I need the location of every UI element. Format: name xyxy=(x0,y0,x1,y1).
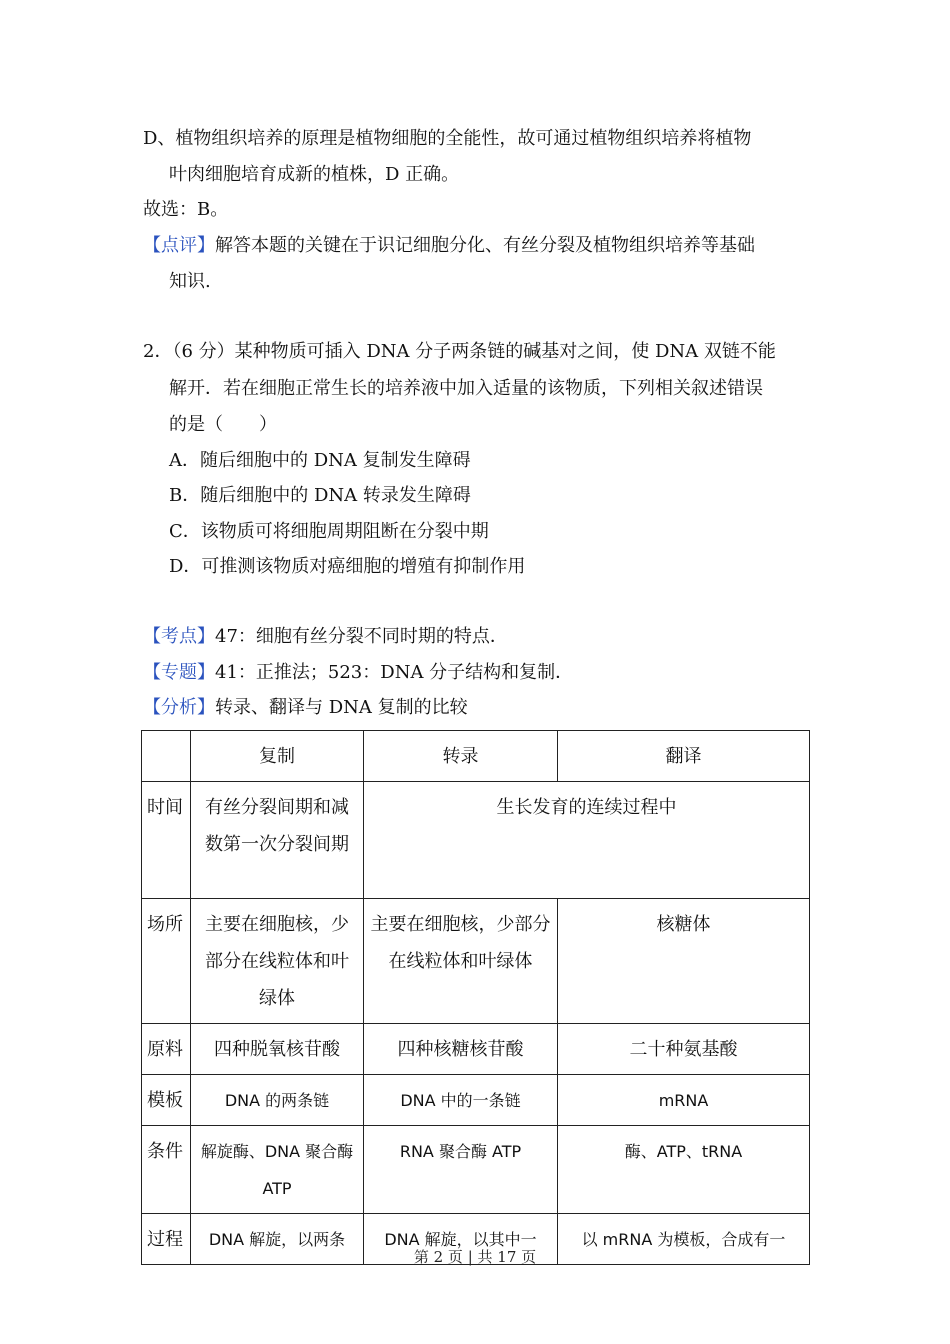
cell-transcription: 主要在细胞核，少部分在线粒体和叶绿体 xyxy=(364,899,558,1024)
header-empty xyxy=(142,731,191,782)
cell-replication: DNA 解旋，以两条 xyxy=(191,1214,364,1265)
question-stem-line2: 解开．若在细胞正常生长的培养液中加入适量的该物质，下列相关叙述错误 xyxy=(169,378,763,399)
header-translation: 翻译 xyxy=(558,731,810,782)
fenxi-tag: 【分析】 xyxy=(143,697,215,718)
option-b: B．随后细胞中的 DNA 转录发生障碍 xyxy=(169,485,471,506)
cell-translation: 以 mRNA 为模板，合成有一 xyxy=(558,1214,810,1265)
table-row xyxy=(142,1024,810,1075)
question-stem-line1: 2．（6 分）某种物质可插入 DNA 分子两条链的碱基对之间，使 DNA 双链不能 xyxy=(143,341,776,362)
question-stem-line3: 的是（ ） xyxy=(169,414,277,435)
row-label: 模板 xyxy=(142,1075,191,1126)
table-row xyxy=(142,1075,810,1126)
cell-transcription: DNA 解旋，以其中一 xyxy=(364,1214,558,1265)
page-footer: 第 2 页 | 共 17 页 xyxy=(413,1248,537,1266)
cell-transcription: 四种核糖核苷酸 xyxy=(364,1024,558,1075)
cell-translation: 核糖体 xyxy=(558,899,810,1024)
option-d-explanation-line1: D、植物组织培养的原理是植物细胞的全能性，故可通过植物组织培养将植物 xyxy=(143,128,752,149)
comment-line2: 知识. xyxy=(169,271,211,292)
cell-replication: DNA 的两条链 xyxy=(191,1075,364,1126)
cell-replication: 有丝分裂间期和减数第一次分裂间期 xyxy=(191,782,364,899)
comment-text: 解答本题的关键在于识记细胞分化、有丝分裂及植物组织培养等基础 xyxy=(215,235,755,256)
cell-translation: 酶、ATP、tRNA xyxy=(558,1126,810,1214)
table-row xyxy=(142,782,810,899)
table-row xyxy=(142,1126,810,1214)
row-label: 原料 xyxy=(142,1024,191,1075)
table-header-row xyxy=(142,731,810,782)
table-row xyxy=(142,899,810,1024)
kaodian-text: 47：细胞有丝分裂不同时期的特点． xyxy=(215,626,508,647)
option-d-explanation-line2: 叶肉细胞培育成新的植株，D 正确。 xyxy=(169,164,460,185)
row-label: 场所 xyxy=(142,899,191,1024)
row-label: 过程 xyxy=(142,1214,191,1265)
zhuanti-text: 41：正推法；523：DNA 分子结构和复制． xyxy=(215,662,574,683)
fenxi-line xyxy=(143,696,468,720)
cell-common: 生长发育的连续过程中 xyxy=(364,782,810,899)
cell-replication: 主要在细胞核，少部分在线粒体和叶绿体 xyxy=(191,899,364,1024)
header-transcription: 转录 xyxy=(364,731,558,782)
header-replication: 复制 xyxy=(191,731,364,782)
cell-translation: mRNA xyxy=(558,1075,810,1126)
answer-choice: 故选：B。 xyxy=(143,199,229,220)
kaodian-tag: 【考点】 xyxy=(143,626,215,647)
zhuanti-line xyxy=(143,661,573,685)
option-c: C．该物质可将细胞周期阻断在分裂中期 xyxy=(169,521,489,542)
cell-transcription: DNA 中的一条链 xyxy=(364,1075,558,1126)
comment-line1 xyxy=(143,234,755,258)
comparison-table xyxy=(141,730,810,1265)
option-d: D．可推测该物质对癌细胞的增殖有抑制作用 xyxy=(169,556,526,577)
cell-replication: 四种脱氧核苷酸 xyxy=(191,1024,364,1075)
row-label: 条件 xyxy=(142,1126,191,1214)
fenxi-text: 转录、翻译与 DNA 复制的比较 xyxy=(215,697,468,718)
zhuanti-tag: 【专题】 xyxy=(143,662,215,683)
cell-translation: 二十种氨基酸 xyxy=(558,1024,810,1075)
cell-transcription: RNA 聚合酶 ATP xyxy=(364,1126,558,1214)
row-label: 时间 xyxy=(142,782,191,899)
cell-replication: 解旋酶、DNA 聚合酶 ATP xyxy=(191,1126,364,1214)
option-a: A．随后细胞中的 DNA 复制发生障碍 xyxy=(169,450,471,471)
comment-tag: 【点评】 xyxy=(143,235,215,256)
kaodian-line xyxy=(143,625,508,649)
